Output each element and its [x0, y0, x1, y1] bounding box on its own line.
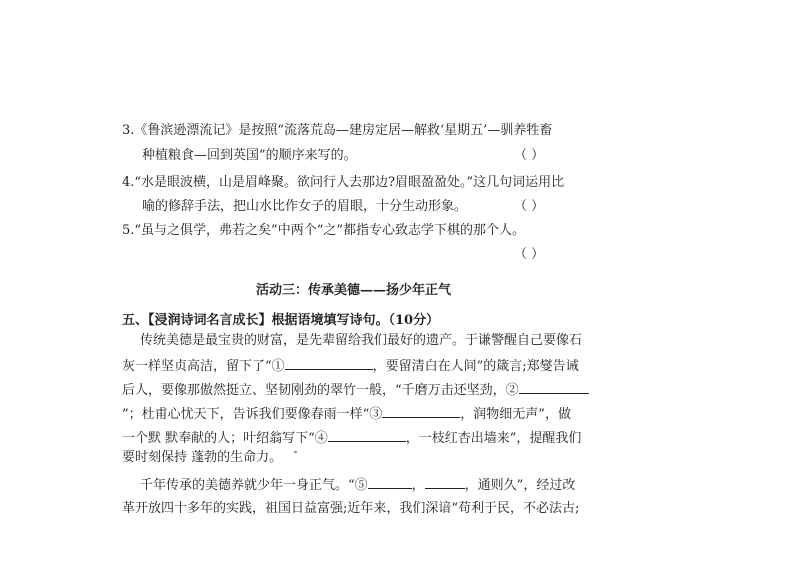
p1-line1: 传统美德是最宝贵的财富，是先辈留给我们最好的遗产。于谦警醒自己要像石: [140, 333, 583, 348]
p1-line2: [122, 357, 579, 376]
q5-answer-paren[interactable]: （ ）: [514, 247, 545, 262]
p1-line2-text-b: ，要留清白在人间”的箴言;郑燮告诫: [372, 359, 579, 374]
blank-2a[interactable]: [519, 381, 589, 394]
p1-line3-text-a: 后人，要像那傲然挺立、坚韧刚劲的翠竹一般，“千磨万击还坚劲，②: [122, 383, 519, 398]
p2-line2: 革开放四十多年的实践，祖国日益富强;近年来，我们深谙“苟利于民，不必法古;: [122, 501, 580, 516]
q3-answer-paren[interactable]: （ ）: [514, 148, 545, 163]
p1-line5-text-b: ，一枝红杏出墙来”，提醒我们: [405, 431, 582, 446]
q4-line1: 4.“水是眼波横，山是眉峰聚。欲问行人去那边?眉眼盈盈处。”这几句词运用比: [122, 175, 565, 190]
p1-line5: [122, 429, 581, 448]
q3-line1: 3.《鲁滨逊漂流记》是按照“流落荒岛—建房定居—解救‘星期五’—驯养牲畜: [122, 123, 553, 138]
blank-5a[interactable]: [368, 476, 412, 489]
blank-3[interactable]: [382, 405, 460, 418]
p1-line4-text-a: ”；杜甫心忧天下，告诉我们要像春雨一样“③: [122, 407, 383, 422]
q4-line2: 喻的修辞手法，把山水比作女子的眉眼，十分生动形象。: [142, 199, 468, 214]
p1-line5-text-a: 一个默 默奉献的人；叶绍翁写下“④: [122, 431, 328, 446]
blank-1[interactable]: [285, 357, 373, 370]
p1-line6: 要时刻保持 蓬勃的生命力。: [122, 450, 283, 465]
section5-heading: 五、【浸润诗词名言成长】根据语境填写诗句。（10分）: [122, 313, 440, 328]
p2-line1-text-b: ，: [411, 478, 425, 493]
p2-line1-text-c: ，通则久”，经过改: [464, 478, 576, 493]
stray-mark: [294, 451, 297, 453]
p1-line2-text-a: 灰一样坚贞高洁，留下了“①: [122, 359, 285, 374]
activity-title: 活动三：传承美德——扬少年正气: [256, 283, 452, 298]
p2-line1: [140, 476, 575, 495]
blank-4[interactable]: [328, 429, 406, 442]
q3-line2: 种植粮食—回到英国”的顺序来写的。: [142, 148, 357, 163]
p1-line4: [122, 405, 571, 424]
p1-line4-text-b: ，润物细无声”，做: [460, 407, 571, 422]
p1-line3: [122, 381, 589, 400]
blank-5b[interactable]: [425, 476, 465, 489]
q4-answer-paren[interactable]: （ ）: [514, 199, 545, 214]
p2-line1-text-a: 千年传承的美德养就少年一身正气。“⑤: [140, 478, 368, 493]
q5-line1: 5.“虽与之俱学，弗若之矣”中两个“之”都指专心致志学下棋的那个人。: [122, 223, 525, 238]
